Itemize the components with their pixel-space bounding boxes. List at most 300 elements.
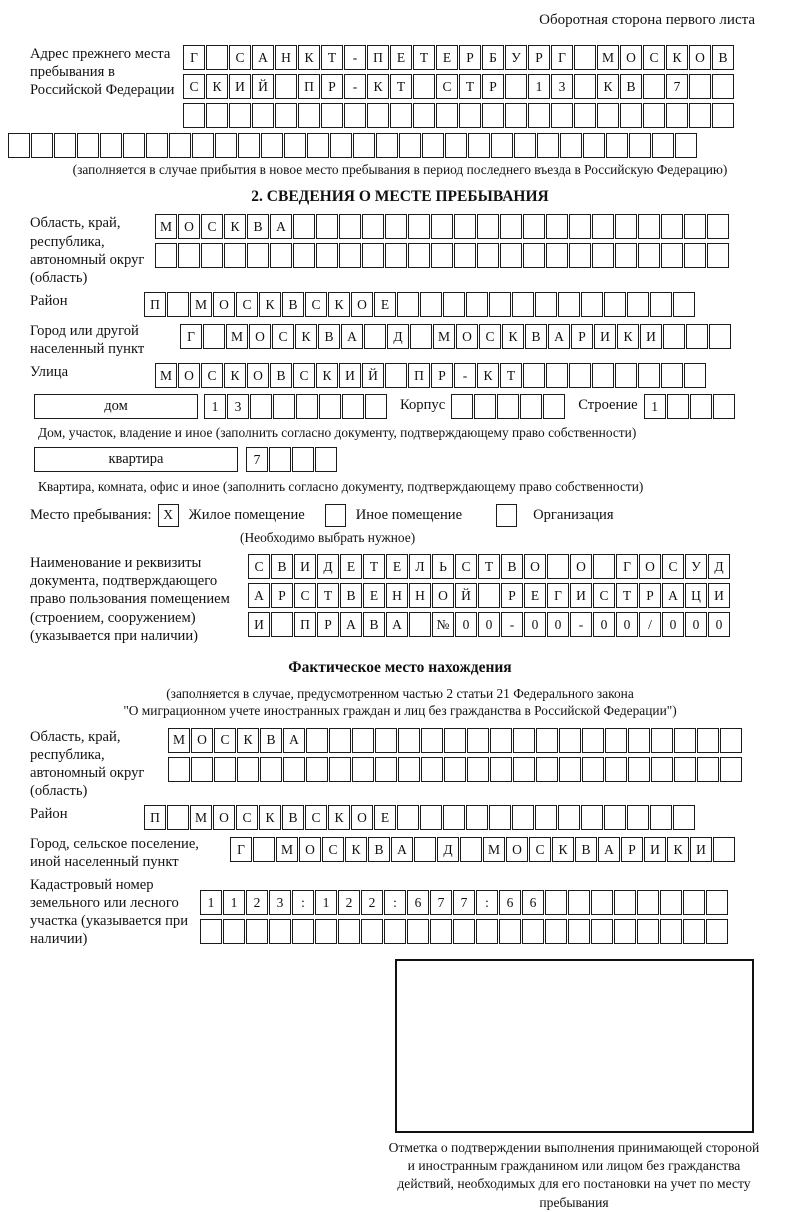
char-box[interactable] <box>167 805 189 830</box>
checkbox-organizatsiya[interactable] <box>496 504 517 527</box>
char-box[interactable] <box>661 214 683 239</box>
char-box[interactable] <box>597 103 619 128</box>
char-box[interactable]: М <box>597 45 619 70</box>
char-box[interactable]: Г <box>551 45 573 70</box>
char-box[interactable]: 2 <box>246 890 268 915</box>
char-box[interactable]: 7 <box>453 890 475 915</box>
char-box[interactable] <box>330 133 352 158</box>
char-box[interactable] <box>329 757 351 782</box>
char-box[interactable] <box>543 394 565 419</box>
char-box[interactable]: Т <box>390 74 412 99</box>
char-box[interactable]: А <box>252 45 274 70</box>
char-box[interactable]: Г <box>616 554 638 579</box>
char-box[interactable] <box>505 103 527 128</box>
char-box[interactable]: Е <box>524 583 546 608</box>
char-box[interactable] <box>339 214 361 239</box>
char-box[interactable]: К <box>259 292 281 317</box>
char-box[interactable] <box>247 243 269 268</box>
char-box[interactable]: 2 <box>361 890 383 915</box>
char-box[interactable]: К <box>552 837 574 862</box>
char-box[interactable]: В <box>270 363 292 388</box>
char-box[interactable]: С <box>248 554 270 579</box>
char-box[interactable] <box>223 919 245 944</box>
char-box[interactable] <box>476 919 498 944</box>
char-box[interactable]: А <box>386 612 408 637</box>
char-box[interactable]: П <box>408 363 430 388</box>
char-box[interactable]: Р <box>501 583 523 608</box>
char-box[interactable]: С <box>305 292 327 317</box>
char-box[interactable] <box>385 243 407 268</box>
char-box[interactable]: Р <box>639 583 661 608</box>
char-box[interactable] <box>293 214 315 239</box>
char-box[interactable]: О <box>506 837 528 862</box>
char-box[interactable] <box>712 74 734 99</box>
char-box[interactable]: 0 <box>708 612 730 637</box>
char-box[interactable]: Т <box>413 45 435 70</box>
char-box[interactable] <box>178 243 200 268</box>
char-box[interactable] <box>545 919 567 944</box>
char-box[interactable]: П <box>144 292 166 317</box>
char-box[interactable] <box>352 757 374 782</box>
char-box[interactable]: В <box>318 324 340 349</box>
char-box[interactable] <box>582 728 604 753</box>
char-box[interactable] <box>431 243 453 268</box>
char-box[interactable] <box>466 292 488 317</box>
char-box[interactable] <box>706 919 728 944</box>
char-box[interactable]: С <box>201 363 223 388</box>
char-box[interactable] <box>683 919 705 944</box>
char-box[interactable]: В <box>712 45 734 70</box>
char-box[interactable] <box>604 292 626 317</box>
char-box[interactable] <box>684 363 706 388</box>
char-box[interactable] <box>497 394 519 419</box>
char-box[interactable]: К <box>295 324 317 349</box>
char-box[interactable]: М <box>155 214 177 239</box>
char-box[interactable] <box>169 133 191 158</box>
char-box[interactable] <box>536 728 558 753</box>
char-box[interactable] <box>315 919 337 944</box>
char-box[interactable] <box>489 805 511 830</box>
char-box[interactable]: К <box>298 45 320 70</box>
char-box[interactable] <box>689 74 711 99</box>
char-box[interactable]: А <box>283 728 305 753</box>
char-box[interactable]: Т <box>478 554 500 579</box>
char-box[interactable]: 0 <box>616 612 638 637</box>
char-box[interactable] <box>652 133 674 158</box>
char-box[interactable]: С <box>455 554 477 579</box>
char-box[interactable] <box>582 757 604 782</box>
char-box[interactable] <box>546 214 568 239</box>
char-box[interactable]: К <box>237 728 259 753</box>
char-box[interactable] <box>650 292 672 317</box>
char-box[interactable] <box>559 757 581 782</box>
char-box[interactable] <box>581 805 603 830</box>
char-box[interactable]: Н <box>386 583 408 608</box>
char-box[interactable] <box>214 757 236 782</box>
char-box[interactable]: Т <box>317 583 339 608</box>
char-box[interactable] <box>482 103 504 128</box>
char-box[interactable] <box>491 133 513 158</box>
char-box[interactable] <box>238 133 260 158</box>
char-box[interactable]: 7 <box>430 890 452 915</box>
char-box[interactable]: В <box>282 292 304 317</box>
char-box[interactable]: В <box>247 214 269 239</box>
char-box[interactable]: Й <box>362 363 384 388</box>
char-box[interactable] <box>535 292 557 317</box>
char-box[interactable]: К <box>617 324 639 349</box>
char-box[interactable]: Т <box>321 45 343 70</box>
char-box[interactable] <box>547 554 569 579</box>
char-box[interactable]: С <box>593 583 615 608</box>
char-box[interactable] <box>536 757 558 782</box>
char-box[interactable] <box>591 919 613 944</box>
char-box[interactable] <box>201 243 223 268</box>
char-box[interactable] <box>568 890 590 915</box>
char-box[interactable] <box>451 394 473 419</box>
char-box[interactable]: П <box>294 612 316 637</box>
char-box[interactable] <box>250 394 272 419</box>
char-box[interactable] <box>560 133 582 158</box>
char-box[interactable] <box>269 447 291 472</box>
char-box[interactable]: Е <box>374 292 396 317</box>
char-box[interactable]: Р <box>431 363 453 388</box>
char-box[interactable] <box>643 74 665 99</box>
char-box[interactable]: Р <box>321 74 343 99</box>
char-box[interactable] <box>637 919 659 944</box>
char-box[interactable] <box>344 103 366 128</box>
char-box[interactable] <box>443 805 465 830</box>
char-box[interactable]: А <box>270 214 292 239</box>
char-box[interactable]: А <box>341 324 363 349</box>
char-box[interactable] <box>420 292 442 317</box>
char-box[interactable]: Е <box>374 805 396 830</box>
char-box[interactable] <box>414 837 436 862</box>
char-box[interactable] <box>477 243 499 268</box>
char-box[interactable] <box>283 757 305 782</box>
char-box[interactable]: С <box>293 363 315 388</box>
char-box[interactable] <box>292 447 314 472</box>
char-box[interactable]: № <box>432 612 454 637</box>
char-box[interactable]: О <box>247 363 269 388</box>
char-box[interactable]: 1 <box>528 74 550 99</box>
char-box[interactable] <box>499 919 521 944</box>
char-box[interactable] <box>559 728 581 753</box>
char-box[interactable]: А <box>248 583 270 608</box>
char-box[interactable]: 3 <box>269 890 291 915</box>
char-box[interactable]: Р <box>271 583 293 608</box>
char-box[interactable]: - <box>454 363 476 388</box>
char-box[interactable] <box>558 805 580 830</box>
char-box[interactable] <box>468 133 490 158</box>
char-box[interactable] <box>237 757 259 782</box>
char-box[interactable]: Д <box>317 554 339 579</box>
char-box[interactable]: Е <box>340 554 362 579</box>
char-box[interactable] <box>614 919 636 944</box>
char-box[interactable] <box>627 805 649 830</box>
char-box[interactable]: Т <box>616 583 638 608</box>
char-box[interactable]: К <box>477 363 499 388</box>
char-box[interactable]: 2 <box>338 890 360 915</box>
char-box[interactable] <box>697 728 719 753</box>
char-box[interactable] <box>505 74 527 99</box>
apartment-widebox[interactable]: квартира <box>34 447 238 472</box>
char-box[interactable]: 1 <box>644 394 666 419</box>
char-box[interactable] <box>183 103 205 128</box>
char-box[interactable] <box>410 324 432 349</box>
char-box[interactable] <box>466 805 488 830</box>
char-box[interactable] <box>522 919 544 944</box>
char-box[interactable] <box>200 919 222 944</box>
char-box[interactable]: Й <box>455 583 477 608</box>
char-box[interactable]: А <box>548 324 570 349</box>
char-box[interactable] <box>408 214 430 239</box>
char-box[interactable]: 1 <box>315 890 337 915</box>
char-box[interactable]: А <box>662 583 684 608</box>
char-box[interactable] <box>684 243 706 268</box>
char-box[interactable]: Е <box>363 583 385 608</box>
char-box[interactable] <box>512 805 534 830</box>
char-box[interactable]: - <box>501 612 523 637</box>
char-box[interactable] <box>666 103 688 128</box>
char-box[interactable] <box>675 133 697 158</box>
char-box[interactable]: 6 <box>522 890 544 915</box>
char-box[interactable] <box>229 103 251 128</box>
char-box[interactable] <box>574 103 596 128</box>
char-box[interactable] <box>629 133 651 158</box>
char-box[interactable] <box>520 394 542 419</box>
char-box[interactable] <box>306 757 328 782</box>
char-box[interactable] <box>593 554 615 579</box>
char-box[interactable] <box>409 612 431 637</box>
char-box[interactable]: И <box>229 74 251 99</box>
char-box[interactable] <box>420 805 442 830</box>
char-box[interactable] <box>697 757 719 782</box>
char-box[interactable]: 6 <box>407 890 429 915</box>
char-box[interactable] <box>467 757 489 782</box>
char-box[interactable] <box>651 728 673 753</box>
char-box[interactable]: С <box>201 214 223 239</box>
char-box[interactable]: О <box>524 554 546 579</box>
char-box[interactable]: В <box>501 554 523 579</box>
char-box[interactable] <box>627 292 649 317</box>
char-box[interactable] <box>269 919 291 944</box>
char-box[interactable] <box>674 757 696 782</box>
char-box[interactable] <box>489 292 511 317</box>
char-box[interactable] <box>513 728 535 753</box>
char-box[interactable] <box>224 243 246 268</box>
char-box[interactable] <box>707 243 729 268</box>
char-box[interactable] <box>436 103 458 128</box>
char-box[interactable]: Р <box>528 45 550 70</box>
char-box[interactable] <box>628 757 650 782</box>
char-box[interactable] <box>569 243 591 268</box>
char-box[interactable] <box>490 728 512 753</box>
char-box[interactable]: С <box>236 805 258 830</box>
char-box[interactable]: 1 <box>200 890 222 915</box>
char-box[interactable]: М <box>168 728 190 753</box>
char-box[interactable]: К <box>345 837 367 862</box>
char-box[interactable] <box>454 214 476 239</box>
char-box[interactable]: 0 <box>455 612 477 637</box>
char-box[interactable] <box>192 133 214 158</box>
house-widebox[interactable]: дом <box>34 394 198 419</box>
char-box[interactable]: Р <box>317 612 339 637</box>
char-box[interactable]: К <box>328 292 350 317</box>
char-box[interactable] <box>203 324 225 349</box>
char-box[interactable] <box>408 243 430 268</box>
char-box[interactable] <box>707 214 729 239</box>
char-box[interactable] <box>574 45 596 70</box>
char-box[interactable] <box>413 74 435 99</box>
char-box[interactable] <box>155 243 177 268</box>
char-box[interactable]: О <box>432 583 454 608</box>
char-box[interactable] <box>684 214 706 239</box>
char-box[interactable] <box>523 363 545 388</box>
char-box[interactable]: Д <box>387 324 409 349</box>
char-box[interactable]: И <box>640 324 662 349</box>
char-box[interactable] <box>537 133 559 158</box>
char-box[interactable]: - <box>344 74 366 99</box>
char-box[interactable] <box>604 805 626 830</box>
char-box[interactable]: К <box>597 74 619 99</box>
char-box[interactable]: П <box>367 45 389 70</box>
char-box[interactable]: О <box>213 805 235 830</box>
char-box[interactable]: С <box>436 74 458 99</box>
char-box[interactable] <box>298 103 320 128</box>
char-box[interactable] <box>592 363 614 388</box>
char-box[interactable] <box>422 133 444 158</box>
char-box[interactable] <box>712 103 734 128</box>
char-box[interactable] <box>206 103 228 128</box>
char-box[interactable] <box>592 243 614 268</box>
char-box[interactable]: К <box>666 45 688 70</box>
char-box[interactable]: В <box>340 583 362 608</box>
char-box[interactable]: 0 <box>547 612 569 637</box>
char-box[interactable] <box>467 728 489 753</box>
char-box[interactable]: С <box>662 554 684 579</box>
char-box[interactable]: А <box>598 837 620 862</box>
char-box[interactable]: : <box>384 890 406 915</box>
char-box[interactable] <box>650 805 672 830</box>
char-box[interactable] <box>338 919 360 944</box>
char-box[interactable] <box>500 243 522 268</box>
char-box[interactable] <box>709 324 731 349</box>
char-box[interactable]: К <box>667 837 689 862</box>
char-box[interactable]: О <box>191 728 213 753</box>
char-box[interactable] <box>605 728 627 753</box>
char-box[interactable] <box>513 757 535 782</box>
char-box[interactable] <box>628 728 650 753</box>
char-box[interactable] <box>720 757 742 782</box>
char-box[interactable] <box>353 133 375 158</box>
char-box[interactable] <box>315 447 337 472</box>
char-box[interactable] <box>490 757 512 782</box>
char-box[interactable] <box>361 919 383 944</box>
char-box[interactable]: Г <box>183 45 205 70</box>
char-box[interactable]: В <box>620 74 642 99</box>
char-box[interactable] <box>615 243 637 268</box>
char-box[interactable]: 0 <box>662 612 684 637</box>
char-box[interactable]: О <box>178 363 200 388</box>
char-box[interactable] <box>293 243 315 268</box>
char-box[interactable]: Т <box>363 554 385 579</box>
char-box[interactable]: К <box>502 324 524 349</box>
char-box[interactable]: Н <box>409 583 431 608</box>
char-box[interactable]: : <box>476 890 498 915</box>
char-box[interactable] <box>569 363 591 388</box>
char-box[interactable] <box>362 214 384 239</box>
char-box[interactable] <box>651 757 673 782</box>
char-box[interactable] <box>168 757 190 782</box>
char-box[interactable] <box>523 243 545 268</box>
char-box[interactable]: О <box>213 292 235 317</box>
checkbox-zhiloe-pomeshchenie[interactable]: X <box>158 504 179 527</box>
char-box[interactable]: С <box>479 324 501 349</box>
char-box[interactable]: В <box>260 728 282 753</box>
char-box[interactable]: Д <box>708 554 730 579</box>
char-box[interactable]: С <box>272 324 294 349</box>
char-box[interactable] <box>615 363 637 388</box>
char-box[interactable] <box>673 805 695 830</box>
char-box[interactable] <box>390 103 412 128</box>
char-box[interactable] <box>316 243 338 268</box>
char-box[interactable] <box>445 133 467 158</box>
char-box[interactable] <box>273 394 295 419</box>
char-box[interactable] <box>605 757 627 782</box>
char-box[interactable] <box>667 394 689 419</box>
char-box[interactable]: И <box>594 324 616 349</box>
char-box[interactable] <box>319 394 341 419</box>
char-box[interactable] <box>407 919 429 944</box>
char-box[interactable]: Т <box>459 74 481 99</box>
char-box[interactable] <box>673 292 695 317</box>
char-box[interactable] <box>453 919 475 944</box>
char-box[interactable]: П <box>144 805 166 830</box>
char-box[interactable] <box>720 728 742 753</box>
char-box[interactable]: Р <box>482 74 504 99</box>
char-box[interactable]: Р <box>571 324 593 349</box>
char-box[interactable] <box>306 728 328 753</box>
char-box[interactable]: К <box>206 74 228 99</box>
char-box[interactable]: Е <box>386 554 408 579</box>
char-box[interactable]: 7 <box>246 447 268 472</box>
char-box[interactable] <box>545 890 567 915</box>
char-box[interactable]: К <box>316 363 338 388</box>
char-box[interactable]: С <box>305 805 327 830</box>
char-box[interactable] <box>674 728 696 753</box>
char-box[interactable]: И <box>339 363 361 388</box>
char-box[interactable] <box>352 728 374 753</box>
char-box[interactable]: Ц <box>685 583 707 608</box>
char-box[interactable] <box>454 243 476 268</box>
char-box[interactable] <box>638 214 660 239</box>
char-box[interactable] <box>342 394 364 419</box>
char-box[interactable]: С <box>529 837 551 862</box>
char-box[interactable]: Г <box>180 324 202 349</box>
char-box[interactable] <box>397 805 419 830</box>
char-box[interactable]: И <box>248 612 270 637</box>
char-box[interactable]: М <box>483 837 505 862</box>
char-box[interactable] <box>615 214 637 239</box>
char-box[interactable]: П <box>298 74 320 99</box>
char-box[interactable]: О <box>299 837 321 862</box>
char-box[interactable] <box>500 214 522 239</box>
char-box[interactable] <box>375 757 397 782</box>
char-box[interactable] <box>421 728 443 753</box>
char-box[interactable]: 0 <box>593 612 615 637</box>
char-box[interactable]: В <box>368 837 390 862</box>
char-box[interactable] <box>167 292 189 317</box>
